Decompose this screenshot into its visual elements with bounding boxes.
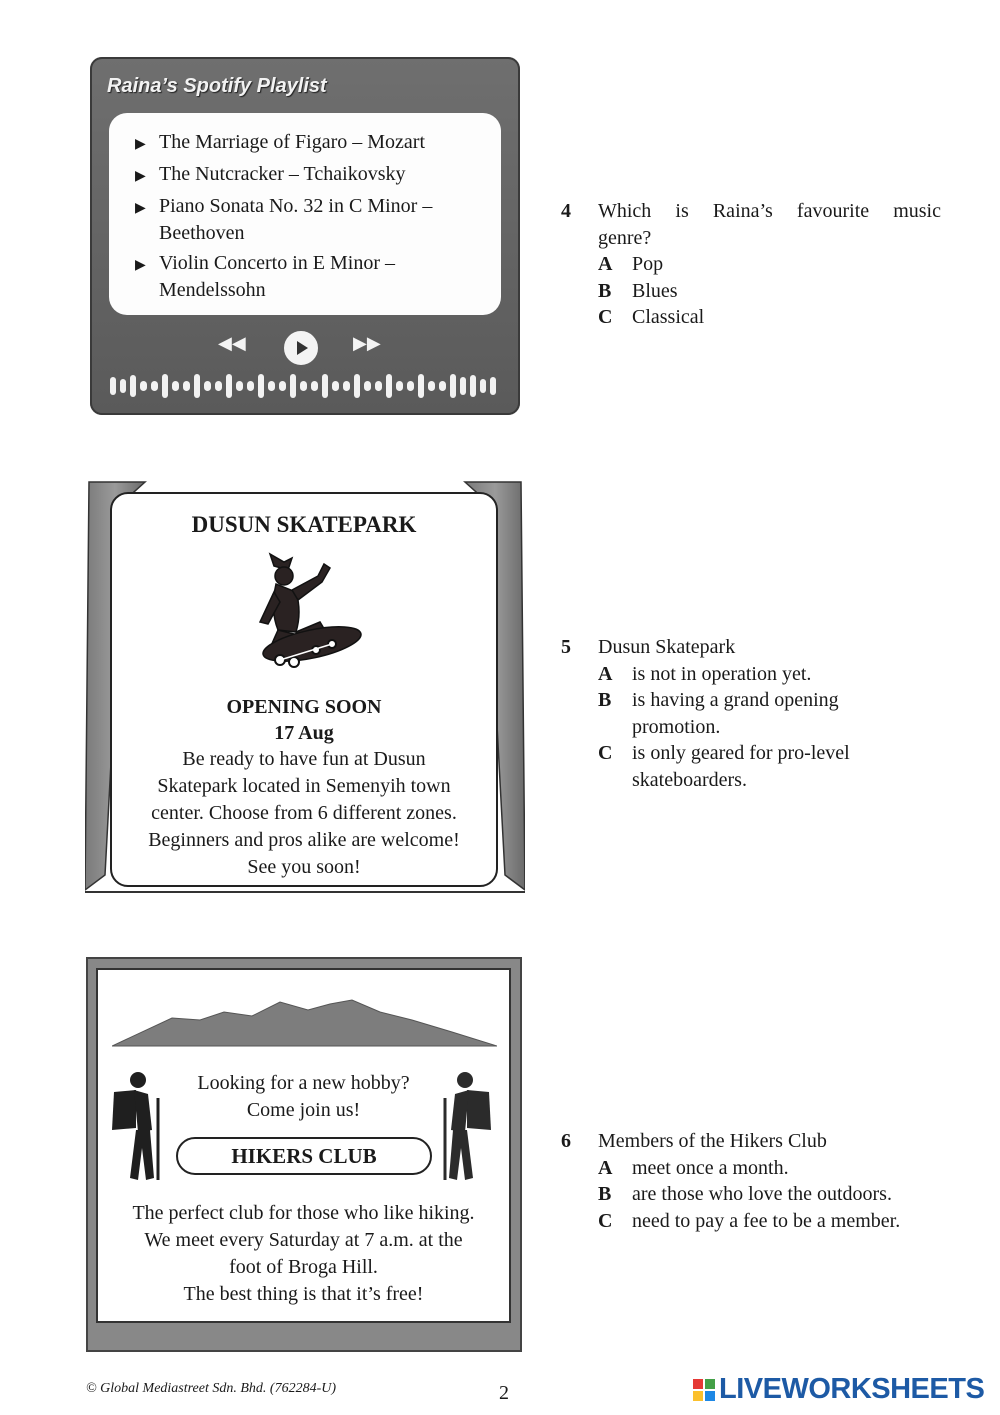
body-line: The perfect club for those who like hiking. [132,1202,475,1224]
song-item [135,161,483,190]
logo-blocks-icon [693,1379,715,1401]
question-stem: Dusun Skatepark [598,636,736,658]
option-text: need to pay a fee to be a member. [632,1209,901,1232]
option-text: Classical [632,306,705,328]
option-line: skateboarders. [632,768,747,791]
body-line: Skatepark located in Semenyih town [157,775,451,797]
question-stem: Members of the Hikers Club [598,1130,827,1152]
body-line: We meet every Saturday at 7 a.m. at the [144,1229,463,1251]
play-bullet-icon: ▶ [135,169,146,184]
song-title: The Marriage of Figaro – Mozart [159,131,426,153]
option-line: is having a grand opening [632,689,839,711]
song-title: The Nutcracker – Tchaikovsky [159,163,406,185]
option-letter: A [598,253,613,275]
song-item [135,129,483,158]
question-6 [561,1128,941,1234]
skatepark-name: DUSUN SKATEPARK [191,512,417,537]
body-line: Beginners and pros alike are welcome! [148,829,460,851]
song-title: Violin Concerto in E Minor – [159,252,395,274]
song-composer: Beethoven [159,222,245,244]
opening-date: 17 Aug [274,722,334,744]
option-line: promotion. [632,715,721,738]
question-stem [598,198,941,251]
question-5 [561,634,941,793]
play-bullet-icon: ▶ [135,258,146,273]
option-text: Blues [632,279,678,302]
answer-option[interactable] [598,661,941,688]
playlist-title: Raina’s Spotify Playlist [107,75,327,97]
answer-option[interactable] [598,1155,941,1182]
option-text: Pop [632,253,664,275]
stem-line: genre? [598,226,652,249]
option-letter: C [598,306,613,328]
option-letter: B [598,689,612,711]
skateboarder-icon [240,552,370,677]
hikers-body [104,1200,503,1308]
mountains-icon [112,998,497,1048]
answer-option[interactable] [598,740,941,793]
hiker-icon [108,1070,162,1182]
body-line: The best thing is that it’s free! [183,1283,424,1305]
song-composer: Mendelssohn [159,279,266,301]
play-icon [284,331,318,365]
body-line: See you soon! [247,856,361,878]
body-line: foot of Broga Hill. [229,1256,378,1278]
play-bullet-icon: ▶ [135,201,146,216]
option-letter: C [598,1209,613,1232]
song-item [135,250,483,304]
answer-option[interactable] [598,687,941,740]
opening-info [112,694,496,746]
hook-line: Come join us! [246,1099,361,1121]
answer-option[interactable] [598,304,941,331]
skatepark-poster [110,492,498,887]
option-text: meet once a month. [632,1156,789,1179]
brand-name: LIVEWORKSHEETS [719,1373,985,1405]
player-controls [218,327,388,367]
question-number: 4 [561,200,571,222]
answer-option[interactable] [598,251,941,278]
answer-option[interactable] [598,1181,941,1208]
waveform-icon [108,373,506,399]
question-number: 5 [561,636,571,658]
option-letter: B [598,1183,612,1205]
opening-heading: OPENING SOON [226,696,382,718]
option-line: is only geared for pro-level [632,742,850,764]
spotify-playlist-card [90,57,520,415]
stem-line: Which is Raina’s favourite music [598,200,941,222]
skatepark-body [118,746,490,881]
question-4 [561,198,941,331]
song-item [135,193,483,247]
page-number: 2 [499,1382,509,1404]
body-line: center. Choose from 6 different zones. [151,802,457,824]
body-line: Be ready to have fun at Dusun [182,748,426,770]
playlist-song-list [109,113,501,315]
hikers-club-poster [96,968,511,1323]
option-letter: B [598,279,612,302]
option-letter: C [598,742,613,764]
option-text: are those who love the outdoors. [632,1183,892,1205]
hiker-icon [441,1070,495,1182]
fast-forward-icon: ▶▶ [353,333,381,354]
answer-option[interactable] [598,1208,941,1235]
copyright-notice: © Global Mediastreet Sdn. Bhd. (762284-U) [86,1381,337,1396]
rewind-icon: ◀◀ [218,333,246,354]
liveworksheets-logo[interactable] [693,1373,984,1406]
question-number: 6 [561,1130,571,1152]
song-title: Piano Sonata No. 32 in C Minor – [159,195,433,217]
option-letter: A [598,662,613,685]
option-text [632,687,839,740]
option-text: is not in operation yet. [632,662,812,685]
option-text [632,740,850,793]
hook-line: Looking for a new hobby? [197,1072,410,1094]
option-letter: A [598,1156,613,1179]
hikers-hook [158,1070,449,1124]
play-bullet-icon: ▶ [135,137,146,152]
club-name-badge: HIKERS CLUB [176,1137,432,1175]
answer-option[interactable] [598,278,941,305]
